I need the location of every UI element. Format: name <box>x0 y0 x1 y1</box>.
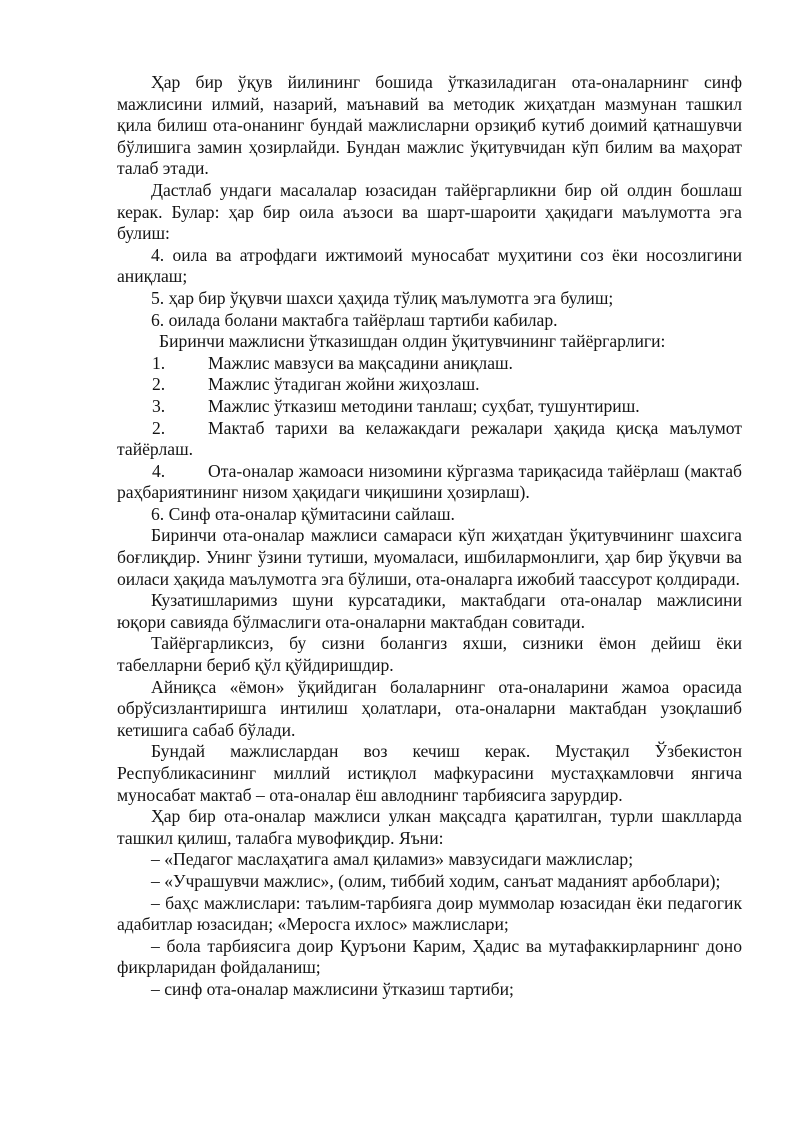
numbered-item <box>117 461 742 504</box>
paragraph-intro: Ҳар бир ўқув йилининг бошида ўтказиладиган ота-оналарнинг синф мажлисини илмий, назарий, маънавий ва методик жиҳатдан мазмунан ташкил қила билиш ота-онанинг бундай мажлисларни орзиқиб кутиб доимий қатнашувчи бўлишига замин ҳозирлайди. Бундан мажлис ўқитувчидан кўп билим ва маҳорат талаб этади. <box>117 72 742 179</box>
list-item: 4. оила ва атрофдаги ижтимоий муносабат муҳитини соз ёки носозлигини аниқлаш; <box>117 244 742 287</box>
numbered-item <box>117 353 742 375</box>
numbered-item <box>117 374 742 396</box>
list-item: 5. ҳар бир ўқувчи шахси ҳаҳида тўлиқ маълумотга эга булиш; <box>151 287 614 308</box>
item-number: 4. <box>152 460 166 481</box>
document-page <box>117 72 742 1001</box>
dash-item: – синф ота-оналар мажлисини ўтказиш тартиби; <box>151 978 514 999</box>
numbered-item <box>117 418 742 461</box>
paragraph: Бундай мажлислардан воз кечиш керак. Мустақил Ўзбекистон Республикасининг миллий истиқлол мафкурасини мустаҳкамловчи янгича муносабат мактаб – ота-оналар ёш авлоднинг тарбиясига зарурдир. <box>117 741 742 805</box>
paragraph-preparation: Дастлаб ундаги масалалар юзасидан тайёргарликни бир ой олдин бошлаш керак. Булар: ҳар бир оила аъзоси ва шарт-шароити ҳақидаги маълумотта эга булиш: <box>117 179 742 244</box>
paragraph: Биринчи ота-оналар мажлиси самараси кўп жиҳатдан ўқитувчининг шахсига боғлиқдир. Унинг ўзини тутиши, муомаласи, ишбилармонлиги, ҳар бир ўқувчи ва оиласи ҳақида маълумотга эга бўлиши, ота-оналарга ижобий таассурот қолдиради. <box>117 525 742 589</box>
dash-item: – бола тарбиясига доир Қуръони Карим, Ҳадис ва мутафаккирларнинг доно фикрларидан фойдаланиш; <box>117 935 742 978</box>
item-text: Мактаб тарихи ва келажакдаги режалари ҳақида қисқа маълумот тайёрлаш. <box>117 417 742 460</box>
item-number: 1. <box>152 352 166 373</box>
list-item: 6. Синф ота-оналар қўмитасини сайлаш. <box>151 503 455 524</box>
item-text: Ота-оналар жамоаси низомини кўргазма тариқасида тайёрлаш (мактаб раҳбариятининг низом ҳақидаги чиқишини ҳозирлаш). <box>117 460 742 503</box>
item-number: 2. <box>152 374 166 395</box>
dash-item: – «Педагог маслаҳатига амал қиламиз» мавзусидаги мажлислар; <box>151 849 634 870</box>
dash-item: – «Учрашувчи мажлис», (олим, тиббий ходим, санъат маданият арбоблари); <box>151 870 721 891</box>
item-text: Мажлис мавзуси ва мақсадини аниқлаш. <box>208 352 513 373</box>
item-text: Мажлис ўтказиш методини танлаш; суҳбат, тушунтириш. <box>208 395 640 416</box>
list-item: 6. оилада болани мактабга тайёрлаш тартиби кабилар. <box>151 309 558 330</box>
paragraph: Айниқса «ёмон» ўқийдиган болаларнинг ота-оналарини жамоа орасида обрўсизлантиришга интилиш ҳолатлари, ота-оналарни мактабдан узоқлашиб кетишига сабаб бўлади. <box>117 676 742 740</box>
item-text: Мажлис ўтадиган жойни жиҳозлаш. <box>208 374 480 395</box>
numbered-item <box>117 396 742 418</box>
item-number: 2. <box>152 417 166 438</box>
paragraph: Ҳар бир ота-оналар мажлиси улкан мақсадга қаратилган, турли шаклларда ташкил қилиш, талабга мувофиқдир. Яъни: <box>117 806 742 848</box>
paragraph-heading: Биринчи мажлисни ўтказишдан олдин ўқитувчининг тайёргарлиги: <box>159 331 666 352</box>
paragraph: Тайёргарликсиз, бу сизни болангиз яхши, сизники ёмон дейиш ёки табелларни бериб қўл қўйдиришдир. <box>117 633 742 676</box>
paragraph: Кузатишларимиз шуни курсатадики, мактабдаги ота-оналар мажлисини юқори савияда бўлмаслиги ота-оналарни мактабдан совитади. <box>117 590 742 632</box>
item-number: 3. <box>152 395 166 416</box>
dash-item: – баҳс мажлислари: таълим-тарбияга доир муммолар юзасидан ёки педагогик адабитлар юзасидан; «Меросга ихлос» мажлислари; <box>117 892 742 935</box>
